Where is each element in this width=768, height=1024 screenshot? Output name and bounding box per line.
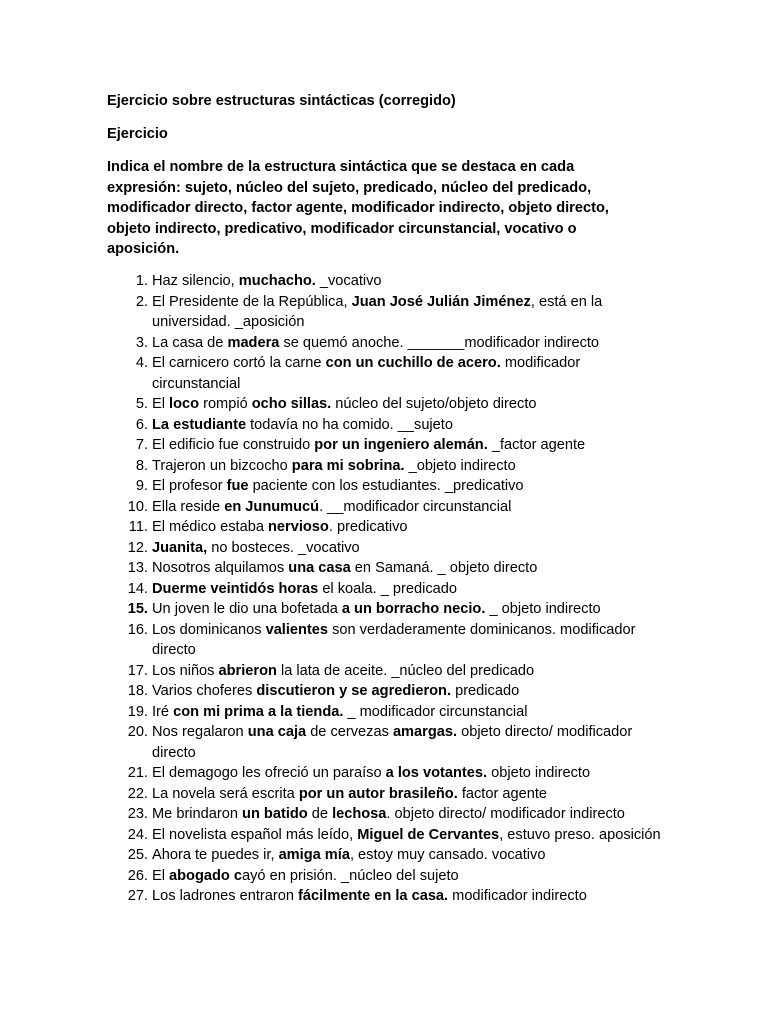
list-item-text (152, 827, 661, 843)
list-item-number: 2. (135, 293, 148, 310)
list-item-number: 1. (135, 273, 148, 289)
highlighted-structure: fácilmente en la casa. (298, 888, 449, 904)
list-item (107, 599, 667, 620)
sentence-text: objeto directo/ modificador directo (152, 724, 633, 761)
highlighted-structure: una casa (288, 560, 351, 576)
sentence-text: Nosotros alquilamos (152, 560, 289, 576)
list-item-text (152, 335, 599, 351)
sentence-text: El médico estaba (152, 519, 269, 535)
list-item-number: 26. (127, 867, 148, 884)
list-item (107, 517, 667, 538)
sentence-text: de cervezas (306, 724, 393, 740)
sentence-text: ayó en prisión. _núcleo del sujeto (242, 867, 459, 884)
highlighted-structure: madera (227, 334, 280, 351)
list-item-number: 22. (127, 785, 148, 802)
list-item (107, 620, 667, 661)
sentence-text: . predicativo (328, 519, 408, 535)
list-item (107, 538, 667, 559)
sentence-text: modificador indirecto (448, 888, 587, 904)
list-item-text (152, 581, 457, 597)
list-item (107, 353, 667, 394)
highlighted-structure: muchacho. (238, 273, 316, 289)
sentence-text: Me brindaron (152, 806, 243, 822)
highlighted-structure: una caja (247, 724, 307, 740)
highlighted-structure: con un cuchillo de acero. (325, 355, 501, 371)
sentence-text: Trajeron un bizcocho (152, 457, 292, 474)
sentence-text: de (307, 806, 333, 822)
list-item-text (152, 806, 625, 822)
sentence-text: predicado (451, 683, 520, 699)
highlighted-structure: Miguel de Cervantes (357, 826, 500, 843)
highlighted-structure: un batido (242, 806, 308, 822)
highlighted-structure: con mi prima a la tienda. (173, 703, 344, 720)
sentence-text: . __modificador circunstancial (319, 498, 512, 515)
list-item (107, 702, 667, 723)
list-item-text (152, 847, 545, 863)
list-item (107, 722, 667, 763)
list-item-text (152, 478, 524, 494)
sentence-text: todavía no ha comido. __sujeto (246, 416, 453, 433)
sentence-text: El profesor (152, 478, 227, 494)
sentence-text: El Presidente de la República, (152, 293, 352, 310)
list-item (107, 497, 667, 518)
sentence-text: Un joven le dio una bofetada (152, 601, 342, 617)
list-item (107, 886, 667, 907)
sentence-text: _ modificador circunstancial (343, 703, 528, 720)
list-item-text (152, 458, 516, 474)
list-item (107, 763, 667, 784)
highlighted-structure: amiga mía (278, 847, 350, 863)
list-item-number: 7. (135, 437, 148, 453)
list-item-text (152, 499, 511, 515)
sentence-text: paciente con los estudiantes. _predicativo (248, 478, 524, 494)
list-item-number: 12. (127, 539, 148, 556)
sentence-text: el koala. _ predicado (318, 580, 457, 597)
highlighted-structure: abogado c (169, 867, 243, 884)
sentence-text: factor agente (457, 785, 548, 802)
sentence-text: _factor agente (487, 437, 586, 453)
highlighted-structure: a un borracho necio. (341, 601, 486, 617)
list-item-number: 27. (127, 888, 148, 904)
sentence-text: Los ladrones entraron (152, 888, 299, 904)
list-item-text (152, 663, 534, 679)
list-item-number: 18. (127, 683, 148, 699)
sentence-text: Haz silencio, (152, 273, 239, 289)
list-item-number: 23. (127, 806, 148, 822)
list-item-number: 11. (128, 519, 148, 535)
list-item-text (152, 765, 590, 781)
sentence-text: rompió (199, 396, 252, 412)
list-item (107, 292, 667, 333)
list-item (107, 271, 667, 292)
sentence-text: son verdaderamente dominicanos. modificador directo (152, 621, 636, 658)
list-item-number: 16. (127, 621, 148, 638)
list-item (107, 866, 667, 887)
list-item (107, 804, 667, 825)
list-item (107, 333, 667, 354)
list-item-text (152, 786, 547, 802)
sentence-text: El (152, 867, 170, 884)
list-item-number: 20. (127, 724, 148, 740)
list-item-number: 13. (127, 560, 148, 576)
sentence-text: núcleo del sujeto/objeto directo (331, 396, 537, 412)
list-item-text (152, 560, 537, 576)
highlighted-structure: lechosa (332, 806, 387, 822)
list-item (107, 394, 667, 415)
list-item-text (152, 888, 587, 904)
sentence-text: se quemó anoche. _______modificador indirecto (279, 334, 600, 351)
list-item (107, 661, 667, 682)
sentence-text: Varios choferes (152, 683, 257, 699)
list-item (107, 845, 667, 866)
list-item (107, 476, 667, 497)
list-item-number: 8. (135, 457, 148, 474)
list-item-number: 10. (127, 498, 148, 515)
highlighted-structure: discutieron y se agredieron. (256, 683, 452, 699)
sentence-text: en Samaná. _ objeto directo (350, 560, 538, 576)
sentence-text: La novela será escrita (152, 785, 299, 802)
list-item-text (152, 519, 408, 535)
list-item-number: 19. (127, 703, 148, 720)
highlighted-structure: valientes (265, 621, 329, 638)
highlighted-structure: para mi sobrina. (291, 457, 405, 474)
list-item-number: 24. (127, 826, 148, 843)
list-item-text (152, 273, 382, 289)
highlighted-structure: fue (226, 478, 249, 494)
list-item-text (152, 704, 528, 720)
highlighted-structure: nervioso (268, 519, 329, 535)
sentence-text: _objeto indirecto (404, 457, 516, 474)
highlighted-structure: en Junumucú (224, 498, 320, 515)
document-title: Ejercicio sobre estructuras sintácticas (corregido) (107, 93, 456, 109)
list-item-text (152, 868, 459, 884)
highlighted-structure: ocho sillas. (251, 396, 332, 412)
highlighted-structure: por un ingeniero alemán. (314, 437, 488, 453)
list-item (107, 456, 667, 477)
list-item-text (152, 622, 636, 659)
list-item-number: 15. (127, 601, 148, 617)
highlighted-structure: abrieron (218, 662, 277, 679)
list-item-number: 17. (127, 662, 148, 679)
list-item-text (152, 437, 585, 453)
list-item (107, 558, 667, 579)
list-item-number: 25. (127, 847, 148, 863)
list-item-number: 4. (135, 355, 148, 371)
list-item-number: 21. (127, 765, 148, 781)
list-item-text (152, 417, 453, 433)
list-item (107, 784, 667, 805)
highlighted-structure: La estudiante (152, 416, 247, 433)
highlighted-structure: Juan José Julián Jiménez (351, 293, 531, 310)
sentence-text: , estoy muy cansado. vocativo (349, 847, 546, 863)
list-item-number: 14. (127, 580, 148, 597)
list-item-text (152, 355, 580, 392)
sentence-text: Ella reside (152, 498, 225, 515)
sentence-text: , estuvo preso. aposición (499, 826, 661, 843)
sentence-text: Nos regalaron (152, 724, 248, 740)
sentence-text: Los dominicanos (152, 621, 266, 638)
sentence-text: Los niños (152, 662, 219, 679)
list-item-text (152, 683, 519, 699)
list-item-text (152, 601, 601, 617)
sentence-text: _vocativo (315, 273, 382, 289)
list-item-number: 3. (135, 334, 148, 351)
sentence-text: El edificio fue construido (152, 437, 315, 453)
sentence-text: Iré (152, 703, 174, 720)
list-item-text (152, 396, 537, 412)
sentence-text: El (152, 396, 170, 412)
sentence-text: La casa de (152, 334, 228, 351)
exercise-list (107, 271, 667, 907)
highlighted-structure: amargas. (392, 724, 458, 740)
list-item-text (152, 294, 602, 331)
document-subtitle: Ejercicio (107, 126, 168, 142)
sentence-text: modificador circunstancial (152, 355, 581, 392)
sentence-text: . objeto directo/ modificador indirecto (386, 806, 625, 822)
sentence-text: , está en la universidad. _aposición (152, 293, 603, 330)
highlighted-structure: por un autor brasileño. (298, 785, 458, 802)
list-item (107, 435, 667, 456)
sentence-text: El novelista español más leído, (152, 826, 358, 843)
list-item-number: 6. (135, 416, 148, 433)
list-item-text (152, 540, 360, 556)
sentence-text: Ahora te puedes ir, (152, 847, 279, 863)
sentence-text: _ objeto indirecto (485, 601, 601, 617)
list-item (107, 825, 667, 846)
highlighted-structure: a los votantes. (385, 765, 488, 781)
sentence-text: El carnicero cortó la carne (152, 355, 326, 371)
highlighted-structure: loco (169, 396, 200, 412)
list-item-number: 9. (135, 478, 148, 494)
list-item-text (152, 724, 632, 761)
highlighted-structure: Duerme veintidós horas (152, 580, 319, 597)
instructions-paragraph: Indica el nombre de la estructura sintáctica que se destaca en cada expresión: sujeto, núcleo del sujeto, predicado, núcleo del predicado, modificador directo, factor agente, modificador indirecto, objeto directo, objeto indirecto, predicativo, modificador circunstancial, vocativo o aposición. (107, 159, 609, 258)
list-item (107, 681, 667, 702)
sentence-text: objeto indirecto (487, 765, 591, 781)
highlighted-structure: Juanita, (152, 539, 208, 556)
list-item-number: 5. (135, 396, 148, 412)
list-item (107, 415, 667, 436)
list-item (107, 579, 667, 600)
sentence-text: no bosteces. _vocativo (207, 539, 360, 556)
sentence-text: El demagogo les ofreció un paraíso (152, 765, 386, 781)
sentence-text: la lata de aceite. _núcleo del predicado (276, 662, 535, 679)
